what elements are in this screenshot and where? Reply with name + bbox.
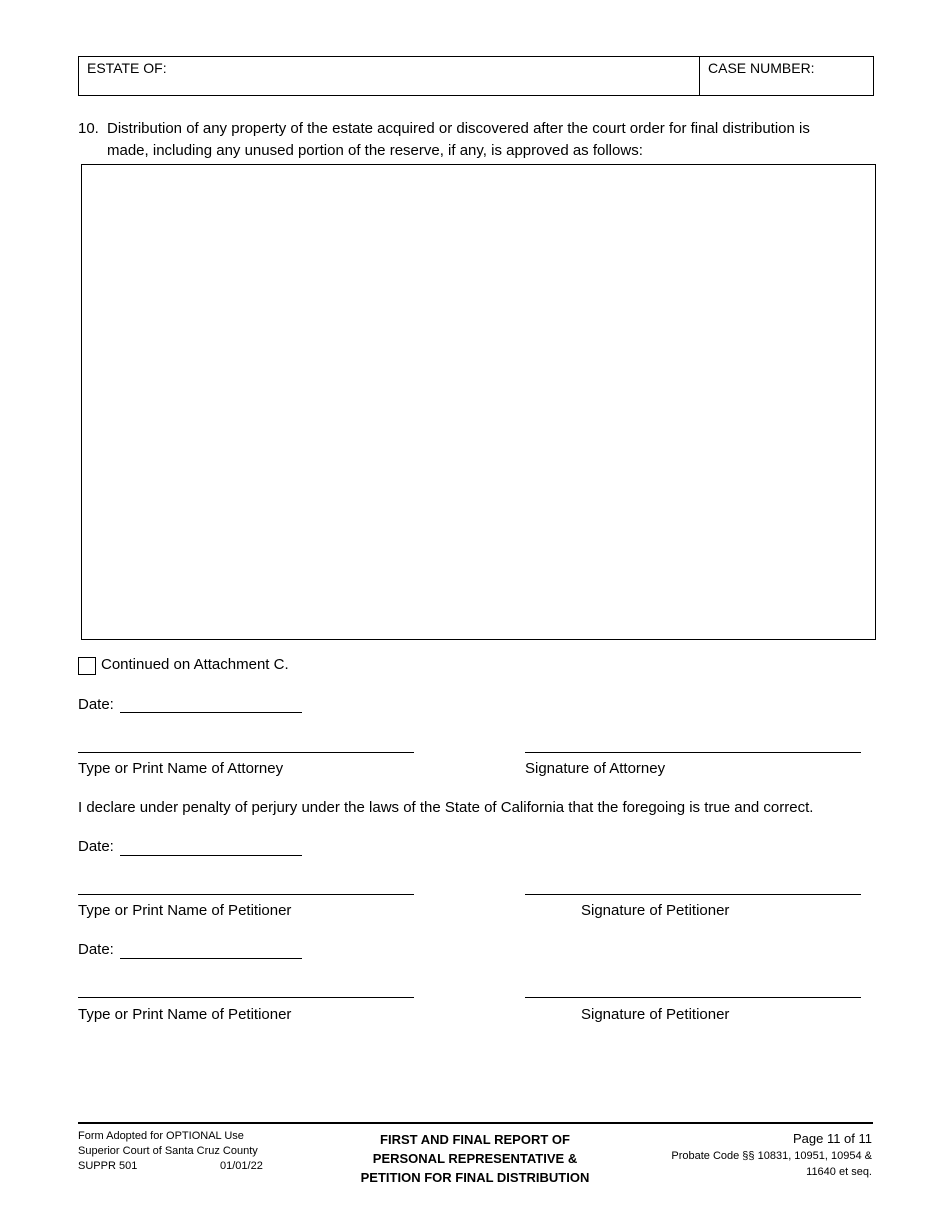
distribution-text-area[interactable] [81, 164, 876, 640]
footer-page-info [671, 1130, 872, 1180]
footer-adopted: Form Adopted for OPTIONAL Use [78, 1130, 244, 1142]
item-10-paragraph [78, 118, 878, 162]
petitioner1-name-label: Type or Print Name of Petitioner [78, 902, 292, 919]
petitioner2-signature-line[interactable] [525, 997, 861, 998]
petitioner1-name-line[interactable] [78, 894, 414, 895]
footer-title [340, 1130, 610, 1187]
footer-title-line1: FIRST AND FINAL REPORT OF [380, 1132, 570, 1147]
case-number-field[interactable] [700, 57, 873, 95]
item-10-number: 10. [78, 120, 99, 137]
date-line-petitioner-1[interactable] [120, 855, 302, 856]
petitioner2-name-line[interactable] [78, 997, 414, 998]
petitioner1-signature-line[interactable] [525, 894, 861, 895]
attorney-signature-line[interactable] [525, 752, 861, 753]
attorney-signature-label: Signature of Attorney [525, 760, 666, 777]
footer-form-info [78, 1129, 263, 1174]
petitioner2-name-label: Type or Print Name of Petitioner [78, 1006, 292, 1023]
estate-of-field[interactable] [79, 57, 700, 95]
petitioner2-signature-label: Signature of Petitioner [581, 1006, 730, 1023]
case-header [78, 56, 874, 96]
footer-title-line2: PERSONAL REPRESENTATIVE & [372, 1151, 578, 1166]
date-label-petitioner-1: Date: [78, 838, 114, 855]
page-number: Page 11 of 11 [792, 1131, 872, 1146]
perjury-declaration: I declare under penalty of perjury under the laws of the State of California that the foregoing is true and correct. [78, 799, 814, 816]
petitioner1-signature-label: Signature of Petitioner [581, 902, 730, 919]
footer-form-date: 01/01/22 [220, 1160, 263, 1172]
date-line-petitioner-2[interactable] [120, 958, 302, 959]
footer-court: Superior Court of Santa Cruz County [78, 1145, 258, 1157]
date-label-attorney: Date: [78, 696, 114, 713]
date-line-attorney[interactable] [120, 712, 302, 713]
footer-form-id: SUPPR 501 [78, 1160, 138, 1172]
probate-code-line1: Probate Code §§ 10831, 10951, 10954 & [671, 1150, 872, 1162]
probate-code-line2: 11640 et seq. [806, 1166, 872, 1178]
item-10-line1: Distribution of any property of the estate acquired or discovered after the court order for final distribution is [107, 120, 810, 137]
attorney-name-line[interactable] [78, 752, 414, 753]
attorney-name-label: Type or Print Name of Attorney [78, 760, 284, 777]
footer-title-line3: PETITION FOR FINAL DISTRIBUTION [360, 1170, 590, 1185]
continued-label: Continued on Attachment C. [101, 656, 289, 673]
item-10-line2: made, including any unused portion of the reserve, if any, is approved as follows: [107, 142, 643, 159]
date-label-petitioner-2: Date: [78, 941, 114, 958]
continued-checkbox[interactable] [78, 657, 96, 675]
footer-rule [78, 1122, 873, 1124]
estate-of-label: ESTATE OF: [87, 60, 167, 76]
case-number-label: CASE NUMBER: [708, 60, 815, 76]
